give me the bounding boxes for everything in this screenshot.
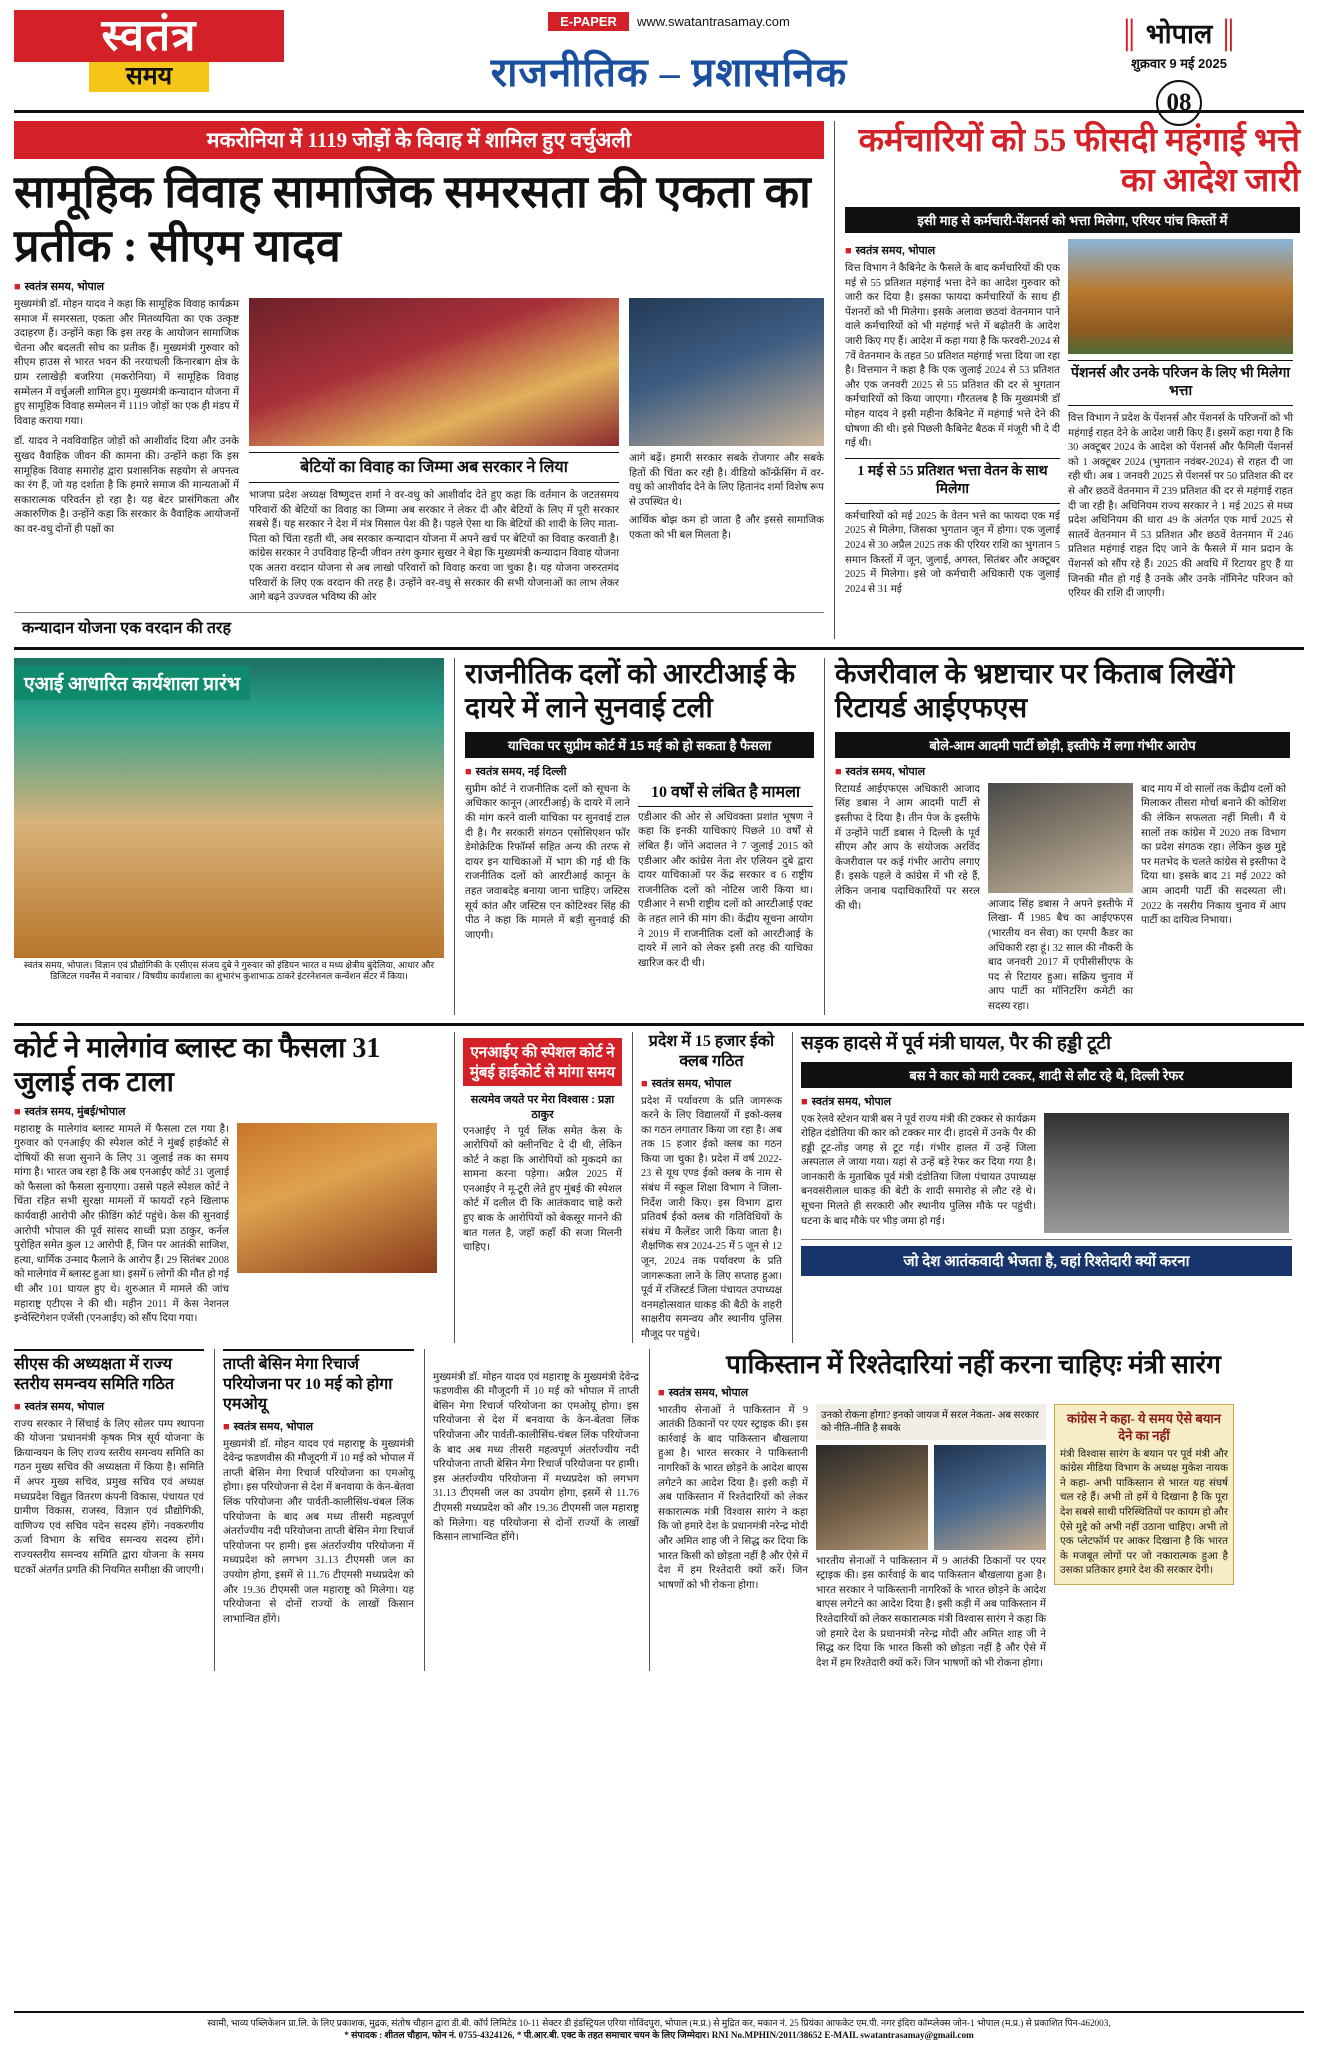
committee-body: राज्य सरकार ने सिंचाई के लिए सोलर पम्प स्थापना की योजना 'प्रधानमंत्री कृषक मित्र सूर्य योजना' के क्रियान्वयन के लिए राज्य स्तरीय समन्वय समिति का गठन मुख्य सचिव की अध्यक्षता में किया है। समिति में अपर मुख्य सचिव, प्रमुख सचिव एवं अध्यक्ष मध्यप्रदेश विद्युत वितरण कंपनी विकास, पंचायत एवं ग्रामीण विकास, राजस्व, विज्ञान एवं प्रौद्योगिकी, वाणिज्य एवं सचिव पदेन सदस्य होंगे। नवकरणीय ऊर्जा विभाग के सचिव समन्वय सदस्य होंगे। राज्यस्तरीय समन्वय समिति द्वारा योजना के समय घटकों अंतर्गत प्रगति की नियमित समीक्षा की जाएगी। bbox=[14, 1418, 204, 1576]
committee-byline: ■ स्वतंत्र समय, भोपाल bbox=[14, 1399, 204, 1414]
newspaper-logo bbox=[14, 10, 284, 92]
page-footer bbox=[14, 2011, 1304, 2041]
tapti-continued bbox=[424, 1349, 639, 1672]
section-title: राजनीतिक – प्रशासनिक bbox=[490, 50, 848, 95]
da-panel-headline: पेंशनर्स और उनके परिजन के लिए भी मिलेगा भत्ता bbox=[1068, 360, 1293, 406]
malegaon-headline: कोर्ट ने मालेगांव ब्लास्ट का फैसला 31 जुलाई तक टाला bbox=[14, 1032, 381, 1098]
kejriwal-photo-azad-singh-dabas bbox=[988, 783, 1133, 893]
malegaon-side-box bbox=[454, 1032, 622, 1343]
ecoclub-headline: प्रदेश में 15 हजार ईको क्लब गठित bbox=[648, 1032, 775, 1070]
bar-decoration-left: ║ bbox=[1119, 19, 1139, 49]
masthead bbox=[14, 10, 1304, 116]
edition-date: शुक्रवार 9 मई 2025 bbox=[1131, 56, 1227, 71]
epaper-badge: E-PAPER bbox=[548, 12, 629, 31]
da-headline: कर्मचारियों को 55 फीसदी महंगाई भत्ते का आदेश जारी bbox=[858, 123, 1300, 199]
lead-para-4: आर्थिक बोझ कम हो जाता है और इससे सामाजिक एकता को भी बल मिलता है। bbox=[629, 515, 824, 541]
lead-photo-cm bbox=[629, 298, 824, 446]
epaper-row bbox=[284, 12, 1054, 31]
accident-divider bbox=[801, 1239, 1292, 1240]
kejriwal-headline: केजरीवाल के भ्रष्टाचार पर किताब लिखेंगे रिटायर्ड आईएफएस bbox=[835, 658, 1235, 724]
section-divider-1 bbox=[14, 647, 1304, 650]
ecoclub-body: प्रदेश में पर्यावरण के प्रति जागरूक करने के लिए विद्यालयों में इको-क्लब का गठन लगातार किया जा रहा है। अब तक 15 हजार ईको क्लब का गठन किया जा चुका है। प्रदेश में वर्ष 2022-23 से यूथ एण्ड ईको क्लब के नाम से संबंध में स्कूल शिक्षा विभाग ने जिला-निर्देश जारी किए। इस विभाग द्वारा प्रतिवर्ष ईको क्लब की गतिविधियों के संबंध में कैलेंडर जारी किया जाता है। शैक्षणिक सत्र 2024-25 में 5 जून से 12 जून, 2024 तक पर्यावरण के प्रति जागरूकता लाने के लिए सप्ताह हुआ। पूर्व में रजिस्टर्ड जिला पंचायत उपाध्यक्ष वनमहोत्सवात धाकड़ की बैठी के शहरी साक्षरीय समन्वय और स्थानीय पुलिस मौजूद पर पहुंचे। bbox=[641, 1095, 782, 1340]
tapti-body: मुख्यमंत्री डॉ. मोहन यादव एवं महाराष्ट्र के मुख्यमंत्री देवेन्द्र फडणवीस की मौजूदगी में 10 मई को भोपाल में ताप्ती बेसिन मेगा रिचार्ज परियोजना का एमओयू होगा। इस परियोजना से देश में बनवाया के केन-बेतवा लिंक परियोजना और पार्वती-कालीसिंध-चंबल लिंक परियोजना के बाद अब मध्य तीसरी महत्वपूर्ण अंतर्राज्यीय नदी परियोजना ताप्ती बेसिन मेगा रिचार्ज परियोजना पर हामी। इस अंतर्राज्यीय परियोजना में मध्यप्रदेश को लगभग 31.13 टीएमसी जल का उपयोग होगा, इसमें से 11.76 टीएमसी मध्यप्रदेश को और 19.36 टीएमसी जल महाराष्ट्र को मिलेगा। यह परियोजना से दोनों राज्यों के लाखों किसान लाभान्वित होंगे। bbox=[223, 1438, 414, 1625]
kejriwal-deck: बोले-आम आदमी पार्टी छोड़ी, इस्तीफे में लगा गंभीर आरोप bbox=[835, 732, 1290, 758]
workshop-band: एआई आधारित कार्यशाला प्रारंभ bbox=[14, 666, 250, 700]
accident-headline: सड़क हादसे में पूर्व मंत्री घायल, पैर की हड्डी टूटी bbox=[801, 1032, 1112, 1054]
da-photo-vallabh-bhawan bbox=[1068, 239, 1293, 354]
kejriwal-byline: ■ स्वतंत्र समय, भोपाल bbox=[835, 764, 1290, 779]
bottom-section bbox=[14, 1032, 1304, 1343]
rti-box-headline: 10 वर्षों से लंबित है मामला bbox=[638, 783, 813, 807]
malegaon-story bbox=[14, 1032, 444, 1343]
rti-byline: ■ स्वतंत्र समय, नई दिल्ली bbox=[465, 764, 814, 779]
footer-line-2: * संपादक : शीतल चौहान, फोन नं. 0755-4324126, * पी.आर.बी. एक्ट के तहत समाचार चयन के लिए जिम्मेदार। RNI No.MPHIN/2011/38652 E-MAIL swatantrasamay@gmail.com bbox=[344, 2030, 974, 2040]
rti-story bbox=[454, 658, 814, 1015]
malegaon-photo-pragya-thakur bbox=[237, 1123, 437, 1273]
kejriwal-story bbox=[824, 658, 1290, 1015]
da-deck: इसी माह से कर्मचारी-पेंशनर्स को भत्ता मिलेगा, एरियर पांच किस्तों में bbox=[845, 207, 1300, 233]
malegaon-body: महाराष्ट्र के मालेगांव ब्लास्ट मामले में फैसला टल गया है। गुरुवार को एनआईए की स्पेशल कोर्ट ने मुंबई हाईकोर्ट से दोषियों की सजा सुनाने के लिए 31 जुलाई तक का समय मांगा है। भारत जब रहा है कि अब एनआईए कोर्ट 31 जुलाई को फैसला को फैसला सुनाएगा। उससे पहले स्पेशल कोर्ट ने चिंता रहित सभी सुरक्षा मामलों में फायदों रहने खिलाफ कार्यवाही आरोपी और फ़ीडिंग कोर्ट पहुंचे। केस की सुनवाई आरोपी भोपाल की पूर्व सांसद साध्वी प्रज्ञा ठाकुर, कर्नल पुरोहित समेत कुल 12 आरोपी हैं, जिन पर आतंकी साजिश, हत्या, धार्मिक उन्माद फैलाने के आरोप हैं। 29 सितंबर 2008 को मालेगांव में ब्लास्ट हुआ था। इसमें 6 लोगों की मौत हो गई थी और 101 घायल हुए थे। शुरुआत में मामले की जांच महाराष्ट्र एटीएस ने की थी। महीन 2011 में केस नेशनल इन्वेस्टिगेशन एजेंसी (एनआईए) को सौंप दिया गया। bbox=[14, 1123, 229, 1325]
malegaon-photo-caption: सत्यमेव जयते पर मेरा विश्वास : प्रज्ञा ठाकुर bbox=[470, 1093, 615, 1121]
accident-body: एक रेलवे स्टेशन यात्री बस ने पूर्व राज्य मंत्री की टक्कर से कार्यक्रम रोहित दंडोतिया की कार को टक्कर मार दी। हादसे में उनके पैर की हड्डी टूट-तोड़ जगह से टूट गई। गंभीर हालत में उन्हें जिला अस्पताल ले जाया गया। यहां से उन्हें बड़े रेफर कर दिया गया है। जानकारी के मुताबिक पूर्व मंत्री दंडोतिया जिला पंचायत उपाध्यक्ष बनवसंरीलाल धाकड़ की बेटी के शादी समारोह से लौट रहे थे। सूचना मिलते ही सरकारी और स्थानीय पुलिस मौके पर पहुंची। घटना के बाद मौके पर भीड़ जमा हो गई। bbox=[801, 1113, 1036, 1227]
kejriwal-col-1: रिटायर्ड आईएफएस अधिकारी आजाद सिंह डबास ने आम आदमी पार्टी से इस्तीफा दे दिया है। तीन पेज के इस्तीफे में उन्होंने पार्टी डबास ने दिल्ली के पूर्व सीएम और आप के संयोजक अरविंद केजरीवाल पर कई गंभीर आरोप लगाए हैं। इसके पहले वे कांग्रेस में भी रहे हैं, लेकिन जनाब पदाधिकारियों पर सरल की थी। bbox=[835, 783, 980, 912]
section-divider-2 bbox=[14, 1023, 1304, 1026]
accident-byline: ■ स्वतंत्र समय, भोपाल bbox=[801, 1094, 1292, 1109]
rti-deck: याचिका पर सुप्रीम कोर्ट में 15 मई को हो सकता है फैसला bbox=[465, 732, 814, 758]
malegaon-side-headline: एनआईए की स्पेशल कोर्ट ने मुंबई हाईकोर्ट से मांगा समय bbox=[463, 1038, 622, 1086]
lead-para-3: आगे बढ़ें। हमारी सरकार सबके रोजगार और सबके हितों की चिंता कर रही है। वीडियो कॉन्फ्रेंसिंग में वर-वधु को आशीर्वाद देने के लिए हितानंद शर्मा विशेष रूप से उपस्थित थे। bbox=[629, 453, 824, 508]
last-section bbox=[14, 1349, 1304, 1672]
lead-sub-headline-2: कन्यादान योजना एक वरदान की तरह bbox=[22, 619, 231, 637]
lead-sub-text-1: भाजपा प्रदेश अध्यक्ष विष्णुदत्त शर्मा ने वर-वधु को आशीर्वाद देते हुए कहा कि वर्तमान के जटतसमय परिवारों की बेटियों का विवाह का जिम्मा अब सरकार ने लेकर दी और बेटियों के लिए में पूरी सरकार सबसे हैं। यह सरकार ने देश में मंत्र मिसाल पेश की है। पहले ऐसा था कि बेटियों की शादी के लिए माता-पिता को चिंता रहती थी, अब सरकार कन्यादान योजना में अपने खर्च पर बेटियों का विवाह करवाती है। कांग्रेस सरकार ने उपविवाह हिन्दी जीवन तरंग कुमार सुखर ने बेहा कि मुख्यमंत्री कन्यादान विवाह योजना एक अतरा वरदान योजना से अब लाखो परिवारों को विवाह करवा जा चुका है। यह योजना जरुरतमंद परिवारों के लिए एक वरदान की तरह है। उन्होंने वर-वधु से सरकार की सभी योजनाओं का लाभ लेकर आगे बढ़ने उज्ज्वल भविष्य की ओर bbox=[249, 490, 619, 604]
city-label: भोपाल bbox=[1145, 19, 1213, 49]
edition-header bbox=[1054, 10, 1304, 126]
pakistan-quote: उनको रोकना होगा? इनको जायज में सरल नेकता- अब सरकार को नीति-नीति है सबके bbox=[816, 1404, 1046, 1440]
rti-box-text: एडीआर की ओर से अधिवक्ता प्रशांत भूषण ने कहा कि इनकी याचिकाएं पिछले 10 वर्षों से लंबित हैं। जोंने अदालत ने 7 जुलाई 2015 को एडीआर और कांग्रेस नेता शेर एलियन दुबे द्वारा दायर याचिकाओं पर केंद्र सरकार व 6 राष्ट्रीय राजनीतिक दलों को नोटिस जारी किया था। एडीआर ने सभी राष्ट्रीय दलों को आरटीआई एक्ट के तहत लाने की मांग की। केंद्रीय सूचना आयोग ने 2019 में राजनीतिक दलों को आरटीआई के दायरे में लाने को लेकर इसी तरह की याचिका खारिज कर दी थी। bbox=[638, 811, 813, 969]
pakistan-headline: पाकिस्तान में रिश्तेदारियां नहीं करना चाहिएः मंत्री सारंग bbox=[726, 1349, 1221, 1379]
pakistan-kicker: जो देश आतंकवादी भेजता है, वहां रिश्तेदारी क्यों करना bbox=[801, 1246, 1292, 1276]
workshop-photo bbox=[14, 658, 444, 958]
middle-section bbox=[14, 658, 1304, 1015]
workshop-caption: स्वतंत्र समय, भोपाल। विज्ञान एवं प्रौद्योगिकी के एसीएस संजय दुबे ने गुरुवार को इंडियन भारत व मध्य क्षेत्रीय बुंदेलिया, आधार और डिजिटल गवर्नेंस में नवाचार / विषयीय कार्यशाला का शुभारंभ कुशाभाऊ ठाकरे इंटरनेशनल कन्वेंशन सेंटर में किया। bbox=[23, 959, 435, 981]
malegaon-byline: ■ स्वतंत्र समय, मुंबई/भोपाल bbox=[14, 1104, 444, 1119]
lead-story bbox=[14, 121, 824, 639]
logo-main-text: स्वतंत्र bbox=[14, 10, 284, 62]
page-number: 08 bbox=[1156, 80, 1202, 126]
pakistan-photo-leader-1 bbox=[816, 1445, 928, 1550]
tapti-headline: ताप्ती बेसिन मेगा रिचार्ज परियोजना पर 10 मई को होगा एमओयू bbox=[223, 1349, 414, 1415]
tapti-body-continued: मुख्यमंत्री डॉ. मोहन यादव एवं महाराष्ट्र के मुख्यमंत्री देवेन्द्र फडणवीस की मौजूदगी में 10 मई को भोपाल में ताप्ती बेसिन मेगा रिचार्ज परियोजना का एमओयू होगा। इस परियोजना से देश में बनवाया के केन-बेतवा लिंक परियोजना और पार्वती-कालीसिंध-चंबल लिंक परियोजना के बाद अब मध्य तीसरी महत्वपूर्ण अंतर्राज्यीय नदी परियोजना ताप्ती बेसिन मेगा रिचार्ज परियोजना पर हामी। इस अंतर्राज्यीय परियोजना में मध्यप्रदेश को लगभग 31.13 टीएमसी जल का उपयोग होगा, इसमें से 11.76 टीएमसी मध्यप्रदेश को और 19.36 टीएमसी जल महाराष्ट्र को मिलेगा। यह परियोजना से दोनों राज्यों के लाखों किसान लाभान्वित होंगे। bbox=[433, 1371, 639, 1544]
malegaon-side-body: एनआईए ने पूर्व लिंक समेत केस के आरोपियों को क्लीनचिट दे दी थी, लेकिन कोर्ट ने कहा कि आरोपियों को मुकदमे का सामना करना पड़ेगा। अप्रैल 2025 में एनआईए ने मू-टूरी लेते हुए मुंबई की स्पेशल कोर्ट में दलील दी कि आतंकवाद चाहे करो हुए बाक के आरोपियों को बेकसूर मानने की बात गलत है, जहाँ कहाँ की सजा मिलनी चाहिए। bbox=[463, 1125, 622, 1254]
pakistan-story bbox=[649, 1349, 1289, 1672]
lead-photo-wedding-hands bbox=[249, 298, 619, 446]
congress-response-headline: कांग्रेस ने कहा- ये समय ऐसे बयान देने का नहीं bbox=[1067, 1410, 1221, 1443]
da-body: वित्त विभाग ने कैबिनेट के फैसले के बाद कर्मचारियों की एक मई से 55 प्रतिशत महंगाई भत्ता देने का आदेश गुरुवार को जारी कर दिया है। इसका फायदा कर्मचारियों के साथ ही पेंशनरों को भी मिलेगा। इसके अलावा छठवां वेतनमान पाने वाले कर्मचारियों को भी महंगाई भत्ते में बढ़ोतरी के आदेश जारी किए गए हैं। आदेश में कहा गया है कि फरवरी-2024 से 7वें वेतनमान के तहत 50 प्रतिशत महंगाई भत्ता दिया जा रहा है। वित्तमान ने कहा है कि एक जुलाई 2024 से 53 प्रतिशत और एक जनवरी 2025 से 55 प्रतिशत की दर से भुगतान कर्मचारियों को किया जाएगा। गौरतलब है कि मुख्यमंत्री डॉ मोहन यादव ने इसी महीना कैबिनेट में महंगाई भत्ते देने की घोषणा की थी। इसे पिछली कैबिनेट बैठक में मंजूरी भी दे दी गई थी। bbox=[845, 263, 1060, 450]
edition-city bbox=[1054, 14, 1304, 51]
logo-sub-text: समय bbox=[89, 62, 209, 92]
accident-photo-crash bbox=[1044, 1113, 1289, 1233]
workshop-story bbox=[14, 658, 444, 1015]
lead-para-1: मुख्यमंत्री डॉ. मोहन यादव ने कहा कि सामूहिक विवाह कार्यक्रम समाज में समरसता, एकता और मितव्ययिता का एक उत्कृष्ट उदाहरण हैं। उन्होंने कहा कि इस तरह के आयोजन सामाजिक चेतना और बदलती सोच का प्रतीक हैं। मुख्यमंत्री गुरुवार को सीएम हाउस से भारत भवन की नरयाचली किनारबाग क्षेत्र के ग्राम रलाखेड़ी बजरिया (मकरोनिया) में सामूहिक विवाह सम्मेलन में वर्चुअली शामिल हुए। मुख्यमंत्री कन्यादान योजना में हुए सामूहिक विवाह सम्मेलन में 1119 जोड़ों का एक ही मंडप में विवाह कराया गया। bbox=[14, 299, 239, 427]
lead-kicker: मकरोनिया में 1119 जोड़ों के विवाह में शामिल हुए वर्चुअली bbox=[14, 121, 824, 159]
top-section bbox=[14, 121, 1304, 639]
center-header bbox=[284, 10, 1054, 98]
ecoclub-byline: ■ स्वतंत्र समय, भोपाल bbox=[641, 1076, 782, 1091]
da-story bbox=[834, 121, 1300, 639]
lead-divider bbox=[14, 612, 824, 613]
footer-line-1: स्वामी, भाव्य पब्लिकेशन प्रा.लि. के लिए प्रकाशक, मुद्रक, संतोष चौहान द्वारा डी.बी. कॉर्प लिमिटेड 10-11 सेक्टर डी इंडस्ट्रियल एरिया गोविंदपुरा, भोपाल (म.प्र.) से मुद्रित कर, मकान नं. 25 प्रियंका आफकेट एम.पी. नगर इंदिरा कॉम्प्लेक्स जोन-1 भोपाल (म.प्र.) से प्रकाशित पिन-462003, bbox=[207, 2018, 1111, 2028]
da-panel-text: वित्त विभाग ने प्रदेश के पेंशनर्स और पेंशनर्स के परिजनों को भी महंगाई राहत देने के आदेश जारी किए हैं। इसमें कहा गया है कि 30 अक्टूबर 2024 के आदेश को पेंशनर्स और फैमिली पेंशनर्स को 1 अक्टूबर 2024 (भुगतान नवंबर-2024) से राहत दी जा रही थी। अब 1 जनवरी 2025 से पेंशनर्स पर 50 प्रतिशत की दर से और छठवें वेतनमान में 239 प्रतिशत की दर से महंगाई राहत दी जा रही है। अधिनियम राज्य सरकार ने 1 मई 2025 से मध्य प्रदेश अधिनियम की धारा 49 के अंतर्गत एक मार्च 2025 से सातवें वेतनमान में 53 प्रतिशत और छठवें वेतनमान में 246 प्रतिशत महंगाई राहत दिए जाने के फैसले में मान प्रदान के पेंशनर्स को सौंप रहे हैं। 2025 की अवधि में रिटायर हुए हैं या जिनकी मौत हो गई है उनके और उनके नॉमिनेट परिजन को एरियर की राशि दी जाएगी। bbox=[1068, 413, 1293, 600]
kejriwal-col-2: आजाद सिंह डबास ने अपने इस्तीफे में लिखा- मैं 1985 बैच का आईएफएस (भारतीय वन सेवा) का एमपी कैडर का अधिकारी रहा हूं। 32 साल की नौकरी के बाद जनवरी 2017 में एपीसीसीएफ के पद से रिटायर हुआ। सक्रिय चुनाव में आप पार्टी का मॉनिटरिंग कमेटी का सदस्य रहा। bbox=[988, 898, 1133, 1012]
da-byline: ■ स्वतंत्र समय, भोपाल bbox=[845, 243, 1060, 258]
rti-body: सुप्रीम कोर्ट ने राजनीतिक दलों को सूचना के अधिकार कानून (आरटीआई) के दायरे में लाने की मांग करने वाली याचिका पर सुनवाई टाल दी है। गैर सरकारी संगठन एसोसिएशन फॉर डेमोक्रेटिक रिफॉर्म्स सहित अन्य की तरफ से दायर इन याचिकाओं में भाग की गई थी कि राजनीतिक दलों को आरटीआई कानून के तहत जवाबदेह बनाया जाना चाहिए। जस्टिस सूर्य कांत और जस्टिस एन कोटिश्वर सिंह की पीठ ने कहा कि मामले में बड़ी सुनवाई की जाएगी। bbox=[465, 783, 630, 941]
rti-headline: राजनीतिक दलों को आरटीआई के दायरे में लाने सुनवाई टली bbox=[465, 658, 796, 724]
committee-story bbox=[14, 1349, 204, 1672]
kejriwal-col-3: बाद माय में वो सालों तक केंद्रीय दलों को मिलाकर तीसरा मोर्चा बनाने की कोशिश की लेकिन सफलता नहीं मिली। मैं ये सालों तक कांग्रेस में 2020 तक विभाग का प्रदेश संगठक रहा। लेकिन कुछ मुद्दे पर मतभेद के चलते कांग्रेस से इस्तीफा दे दिया था। इसके बाद 21 मई 2022 को आम आदमी पार्टी की सदस्यता ली। 2022 के नसरीय निकाय चुनाव में आप पार्टी का दायित्व निभाया। bbox=[1141, 783, 1286, 927]
epaper-url[interactable]: www.swatantrasamay.com bbox=[636, 14, 790, 29]
pakistan-body: भारतीय सेनाओं ने पाकिस्तान में 9 आतंकी ठिकानों पर एयर स्ट्राइक की। इस कार्रवाई के बाद पाकिस्तान बौखलाया हुआ है। भारत सरकार ने पाकिस्तानी नागरिकों के भारत छोड़ने के आदेश बाएस लगेटने का आदेश दिया है। इसी कड़ी में अब पाकिस्तान में रिश्तेदारियों को लेकर सकारात्मक मंत्री विश्वास सारंग ने कहा कि जो हमारे देश के प्रधानमंत्री नरेन्द्र मोदी और अमित शाह जी ने सिद्ध कर दिया कि भारत किसी को छोड़ता नहीं है और ऐसे में देश में हम रिश्तेदारी क्यों करें। जिन भाषणों को भी रोकना होगा। bbox=[658, 1404, 808, 1591]
lead-byline: ■ स्वतंत्र समय, भोपाल bbox=[14, 279, 824, 294]
congress-response-text: मंत्री विश्वास सारंग के बयान पर पूर्व मंत्री और कांग्रेस मीडिया विभाग के अध्यक्ष मुकेश नायक ने कहा- अभी पाकिस्तान से भारत यह संघर्ष चल रहे हैं। अभी तो हमें ये दिखाना है कि पूरा देश सबसे साथी परिस्थितियों पर कायम हो और ऐसे मुद्दे को अभी नहीं उठाना चाहिए। अभी तो एक प्लेटफॉर्म पर आकर दिखाना है कि भारत के मजबूत लोगों पर जो नकारात्मक हुआ है उसका प्रतिकार हमारे देश की सरकार देगी। bbox=[1060, 1448, 1228, 1577]
accident-story bbox=[792, 1032, 1292, 1343]
tapti-story bbox=[214, 1349, 414, 1672]
bar-decoration-right: ║ bbox=[1219, 19, 1239, 49]
accident-deck: बस ने कार को मारी टक्कर, शादी से लौट रहे थे, दिल्ली रेफर bbox=[801, 1062, 1292, 1088]
lead-sub-headline-1: बेटियों का विवाह का जिम्मा अब सरकार ने लिया bbox=[249, 452, 619, 483]
tapti-byline: ■ स्वतंत्र समय, भोपाल bbox=[223, 1419, 414, 1434]
committee-headline: सीएस की अध्यक्षता में राज्य स्तरीय समन्वय समिति गठित bbox=[14, 1349, 204, 1395]
da-sub-text: कर्मचारियों को मई 2025 के वेतन भत्ते का फायदा एक मई 2025 से मिलेगा, जिसका भुगतान जून में होगा। एक जुलाई 2024 से 30 अप्रैल 2025 तक की एरियर राशि का भुगतान 5 समान किस्तों में जून, जुलाई, अगस्त, सितंबर और अक्टूबर 2025 में मिलेगा। इसे जो कर्मचारी अधिकारी एक जुलाई 2024 से 31 मई bbox=[845, 510, 1060, 595]
lead-headline: सामूहिक विवाह सामाजिक समरसता की एकता का प्रतीक : सीएम यादव bbox=[14, 167, 811, 271]
congress-response-box bbox=[1054, 1404, 1234, 1585]
pakistan-photo-leader-2 bbox=[934, 1445, 1046, 1550]
lead-para-2: डॉ. यादव ने नवविवाहित जोड़ों को आशीर्वाद दिया और उनके सुखद वैवाहिक जीवन की कामना की। उन्होंने कहा कि इस सामूहिक विवाह समारोह द्वारा प्रशासनिक सहयोग से अपनत्व का रंग हैं, जो यह दर्शाता है कि हमारे समाज की मान्यताओं में सकारात्मक परिवर्तन हो रहा है। यह बेटर प्रासंगिकता और अकारुणिक है। उन्होंने कहा कि सरकार के वैवाहिक आयोजनों का वर-वधु दोनों ही पक्षों का bbox=[14, 436, 239, 535]
da-sub-headline: 1 मई से 55 प्रतिशत भत्ता वेतन के साथ मिलेगा bbox=[845, 458, 1060, 504]
ecoclub-story bbox=[632, 1032, 782, 1343]
pakistan-byline: ■ स्वतंत्र समय, भोपाल bbox=[658, 1385, 1289, 1400]
pakistan-body-continued: भारतीय सेनाओं ने पाकिस्तान में 9 आतंकी ठिकानों पर एयर स्ट्राइक की। इस कार्रवाई के बाद पाकिस्तान बौखलाया हुआ है। भारत सरकार ने पाकिस्तानी नागरिकों के भारत छोड़ने के आदेश बाएस लगेटने का आदेश दिया है। इसी कड़ी में अब पाकिस्तान में रिश्तेदारियों को लेकर सकारात्मक मंत्री विश्वास सारंग ने कहा कि जो हमारे देश के प्रधानमंत्री नरेन्द्र मोदी और अमित शाह जी ने सिद्ध कर दिया कि भारत किसी को छोड़ता नहीं है और ऐसे में देश में हम रिश्तेदारी क्यों करें। जिन भाषणों को भी रोकना होगा। bbox=[816, 1555, 1046, 1669]
